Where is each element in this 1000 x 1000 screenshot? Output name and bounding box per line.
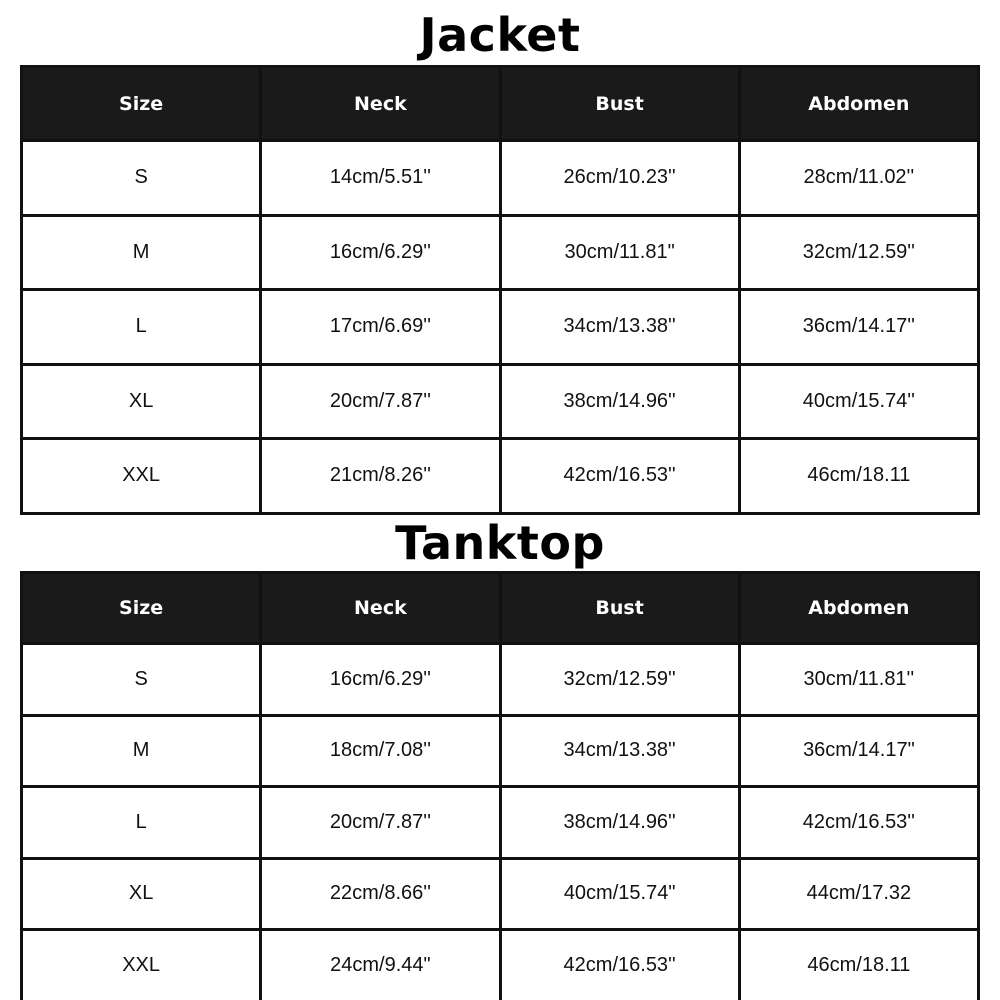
table-row: [22, 364, 979, 439]
cell-size: L: [22, 787, 261, 859]
cell-neck: 22cm/8.66'': [261, 858, 500, 930]
cell-abdomen: 28cm/11.02'': [739, 141, 978, 216]
table-row: [22, 930, 979, 1000]
cell-neck: 20cm/7.87'': [261, 787, 500, 859]
tanktop-title: Tanktop: [395, 516, 605, 570]
cell-size: M: [22, 215, 261, 290]
cell-bust: 38cm/14.96'': [500, 364, 739, 439]
cell-neck: 14cm/5.51'': [261, 141, 500, 216]
table-row: [22, 858, 979, 930]
cell-size: XL: [22, 858, 261, 930]
cell-abdomen: 32cm/12.59'': [739, 215, 978, 290]
table-header-row: [22, 67, 979, 141]
cell-abdomen: 46cm/18.11: [739, 439, 978, 514]
cell-bust: 40cm/15.74": [500, 858, 739, 930]
header-bust: Bust: [500, 573, 739, 644]
cell-abdomen: 36cm/14.17": [739, 715, 978, 787]
cell-abdomen: 42cm/16.53'': [739, 787, 978, 859]
cell-bust: 26cm/10.23'': [500, 141, 739, 216]
cell-neck: 20cm/7.87'': [261, 364, 500, 439]
table-row: [22, 439, 979, 514]
cell-bust: 30cm/11.81": [500, 215, 739, 290]
cell-neck: 18cm/7.08'': [261, 715, 500, 787]
cell-neck: 24cm/9.44": [261, 930, 500, 1000]
header-bust: Bust: [500, 67, 739, 141]
cell-size: XXL: [22, 439, 261, 514]
header-abdomen: Abdomen: [739, 573, 978, 644]
cell-size: L: [22, 290, 261, 365]
jacket-size-table: [20, 65, 980, 515]
cell-bust: 34cm/13.38'': [500, 715, 739, 787]
cell-bust: 38cm/14.96'': [500, 787, 739, 859]
table-row: [22, 644, 979, 716]
table-row: [22, 141, 979, 216]
header-neck: Neck: [261, 573, 500, 644]
table-header-row: [22, 573, 979, 644]
header-size: Size: [22, 67, 261, 141]
table-row: [22, 715, 979, 787]
tanktop-size-table: [20, 571, 980, 1000]
jacket-title: Jacket: [419, 8, 581, 62]
header-abdomen: Abdomen: [739, 67, 978, 141]
cell-neck: 16cm/6.29'': [261, 644, 500, 716]
cell-neck: 17cm/6.69'': [261, 290, 500, 365]
cell-bust: 32cm/12.59'': [500, 644, 739, 716]
cell-size: XL: [22, 364, 261, 439]
cell-abdomen: 40cm/15.74'': [739, 364, 978, 439]
cell-abdomen: 30cm/11.81'': [739, 644, 978, 716]
cell-size: M: [22, 715, 261, 787]
table-row: [22, 787, 979, 859]
cell-bust: 42cm/16.53'': [500, 439, 739, 514]
cell-abdomen: 46cm/18.11: [739, 930, 978, 1000]
cell-size: XXL: [22, 930, 261, 1000]
cell-size: S: [22, 644, 261, 716]
header-size: Size: [22, 573, 261, 644]
table-row: [22, 290, 979, 365]
cell-bust: 34cm/13.38'': [500, 290, 739, 365]
cell-abdomen: 36cm/14.17'': [739, 290, 978, 365]
cell-abdomen: 44cm/17.32: [739, 858, 978, 930]
cell-bust: 42cm/16.53'': [500, 930, 739, 1000]
cell-neck: 16cm/6.29'': [261, 215, 500, 290]
cell-neck: 21cm/8.26'': [261, 439, 500, 514]
table-row: [22, 215, 979, 290]
header-neck: Neck: [261, 67, 500, 141]
cell-size: S: [22, 141, 261, 216]
